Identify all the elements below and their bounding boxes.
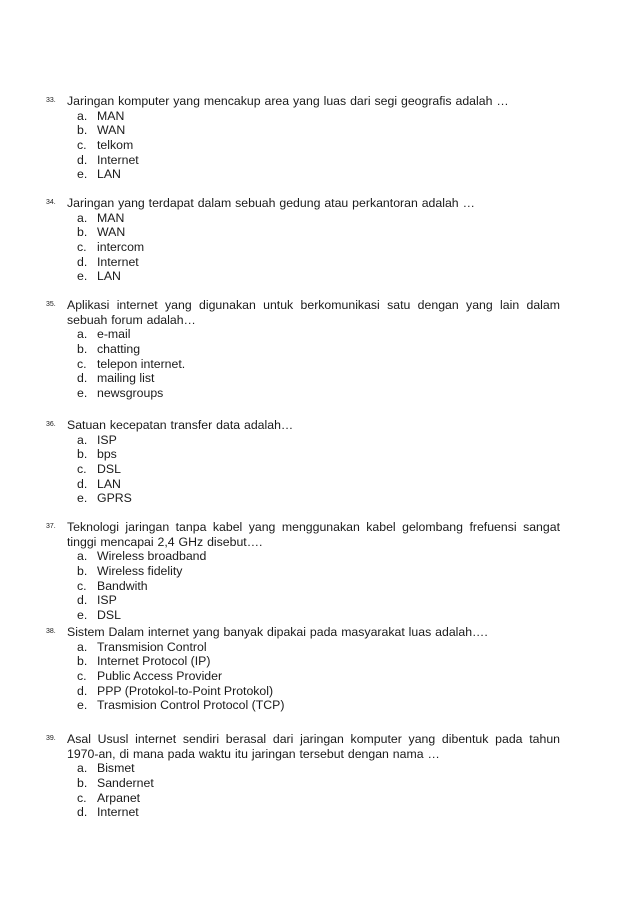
option-text: Sandernet [97, 776, 154, 791]
option-letter: d. [77, 152, 88, 167]
option-letter: c. [77, 356, 87, 371]
option-text: chatting [97, 342, 141, 357]
option-d [77, 153, 139, 168]
option-d [77, 805, 154, 820]
option-a [77, 549, 206, 564]
option-list [77, 761, 154, 820]
option-text: Trasmision Control Protocol (TCP) [97, 698, 285, 713]
option-text: Wireless fidelity [97, 564, 183, 579]
option-c [77, 462, 132, 477]
question-text: Teknologi jaringan tanpa kabel yang menggunakan kabel gelombang frefuensi sangat tinggi mencapai 2,4 GHz disebut…. [67, 520, 560, 549]
option-letter: c. [77, 240, 87, 255]
option-text: Transmision Control [97, 639, 207, 654]
question-text: Jaringan yang terdapat dalam sebuah gedung atau perkantoran adalah … [67, 196, 475, 210]
option-list [77, 433, 132, 506]
option-letter: d. [77, 593, 88, 608]
question-text: Sistem Dalam internet yang banyak dipakai pada masyarakat luas adalah…. [67, 625, 488, 639]
option-c [77, 669, 284, 684]
option-d [77, 255, 144, 270]
question-text: Asal Ususl internet sendiri berasal dari jaringan komputer yang dibentuk pada tahun 1970-an, di mana pada waktu itu jaringan tersebut dengan nama … [67, 732, 560, 761]
option-e [77, 386, 185, 401]
option-a [77, 761, 154, 776]
option-letter: e. [77, 491, 88, 506]
option-text: PPP (Protokol-to-Point Protokol) [97, 683, 274, 698]
option-text: bps [97, 447, 117, 462]
option-b [77, 447, 132, 462]
option-a [77, 211, 144, 226]
option-text: mailing list [97, 371, 155, 386]
option-b [77, 123, 139, 138]
option-letter: a. [77, 108, 88, 123]
option-letter: b. [77, 654, 88, 669]
option-text: Internet Protocol (IP) [97, 654, 211, 669]
option-c [77, 138, 139, 153]
option-letter: e. [77, 386, 88, 401]
option-d [77, 684, 284, 699]
option-list [77, 549, 206, 622]
question-number: 34. [46, 199, 56, 206]
option-c [77, 357, 185, 372]
option-letter: e. [77, 608, 88, 623]
option-text: ISP [97, 432, 117, 447]
question-number: 33. [46, 97, 56, 104]
question-number: 35. [46, 301, 56, 308]
option-b [77, 654, 284, 669]
option-e [77, 698, 284, 713]
option-e [77, 269, 144, 284]
option-letter: a. [77, 327, 88, 342]
option-letter: a. [77, 761, 88, 776]
question-number: 39. [46, 735, 56, 742]
option-b [77, 776, 154, 791]
option-text: MAN [97, 108, 125, 123]
option-e [77, 608, 206, 623]
option-d [77, 593, 206, 608]
option-text: Wireless broadband [97, 549, 207, 564]
option-letter: a. [77, 639, 88, 654]
question-number: 36. [46, 421, 56, 428]
option-e [77, 167, 139, 182]
option-letter: a. [77, 432, 88, 447]
option-b [77, 564, 206, 579]
option-letter: b. [77, 342, 88, 357]
option-letter: c. [77, 578, 87, 593]
option-text: WAN [97, 123, 126, 138]
option-text: Internet [97, 152, 139, 167]
option-text: DSL [97, 608, 121, 623]
option-a [77, 109, 139, 124]
option-list [77, 327, 185, 400]
option-text: Bandwith [97, 578, 148, 593]
option-letter: b. [77, 776, 88, 791]
option-text: telkom [97, 138, 134, 153]
option-a [77, 327, 185, 342]
option-text: e-mail [97, 327, 131, 342]
option-letter: b. [77, 123, 88, 138]
option-letter: c. [77, 462, 87, 477]
option-text: LAN [97, 476, 121, 491]
option-text: WAN [97, 225, 126, 240]
option-letter: e. [77, 269, 88, 284]
option-a [77, 640, 284, 655]
option-letter: d. [77, 254, 88, 269]
option-letter: d. [77, 805, 88, 820]
option-letter: c. [77, 138, 87, 153]
option-letter: e. [77, 698, 88, 713]
option-text: GPRS [97, 491, 132, 506]
option-letter: b. [77, 225, 88, 240]
option-letter: b. [77, 564, 88, 579]
option-letter: c. [77, 669, 87, 684]
option-text: Bismet [97, 761, 135, 776]
option-d [77, 371, 185, 386]
option-text: LAN [97, 167, 121, 182]
option-b [77, 225, 144, 240]
option-text: LAN [97, 269, 121, 284]
option-text: Arpanet [97, 790, 141, 805]
option-d [77, 477, 132, 492]
option-letter: c. [77, 790, 87, 805]
option-c [77, 791, 154, 806]
option-letter: e. [77, 167, 88, 182]
option-c [77, 240, 144, 255]
option-letter: d. [77, 683, 88, 698]
option-text: Public Access Provider [97, 669, 223, 684]
option-letter: d. [77, 476, 88, 491]
option-letter: a. [77, 210, 88, 225]
option-text: telepon internet. [97, 356, 186, 371]
option-text: MAN [97, 210, 125, 225]
option-list [77, 640, 284, 713]
option-letter: d. [77, 371, 88, 386]
question-text: Satuan kecepatan transfer data adalah… [67, 418, 294, 432]
option-a [77, 433, 132, 448]
question-number: 37. [46, 523, 56, 530]
option-b [77, 342, 185, 357]
option-text: intercom [97, 240, 145, 255]
option-text: newsgroups [97, 386, 164, 401]
option-text: ISP [97, 593, 117, 608]
option-list [77, 211, 144, 284]
option-text: Internet [97, 254, 139, 269]
option-e [77, 491, 132, 506]
question-text: Jaringan komputer yang mencakup area yang luas dari segi geografis adalah … [67, 94, 509, 108]
option-text: DSL [97, 462, 121, 477]
option-text: Internet [97, 805, 139, 820]
question-text: Aplikasi internet yang digunakan untuk berkomunikasi satu dengan yang lain dalam sebuah forum adalah… [67, 298, 560, 327]
option-letter: b. [77, 447, 88, 462]
question-number: 38. [46, 628, 56, 635]
option-list [77, 109, 139, 182]
option-letter: a. [77, 549, 88, 564]
option-c [77, 579, 206, 594]
